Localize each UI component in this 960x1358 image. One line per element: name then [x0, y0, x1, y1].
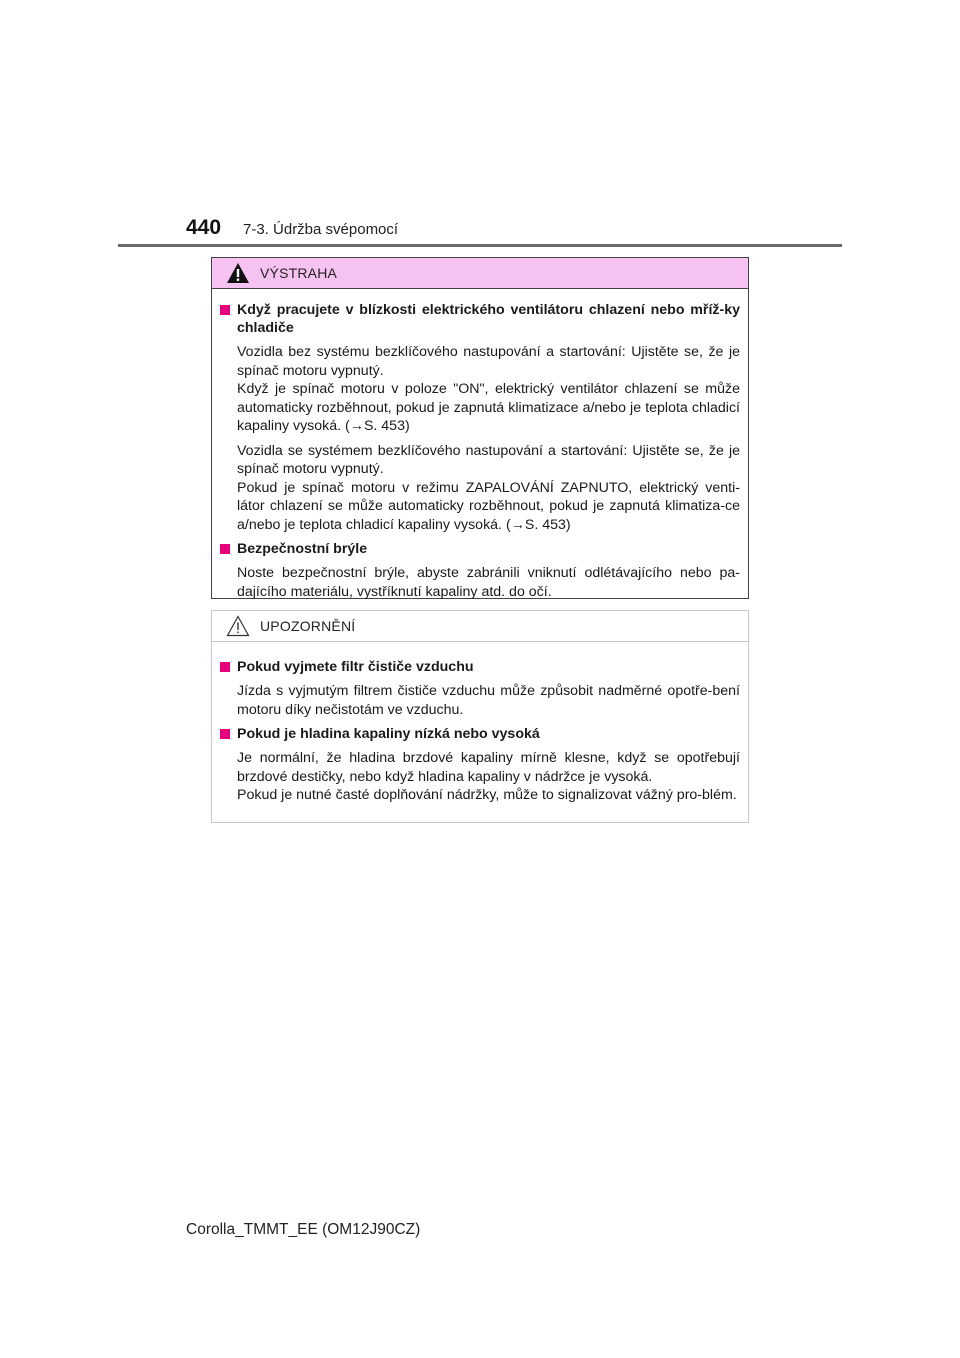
warning-box — [211, 257, 749, 599]
caution-box — [211, 610, 749, 823]
caution-paragraph: Je normální, že hladina brzdové kapaliny mírně klesne, když se opotřebují brzdové destičky, nebo když hladina kapaliny v nádržce je vysoká. Pokud je nutné časté doplňování nádržky, může to signalizovat vážný pro-blém. — [237, 750, 740, 803]
bullet-square-icon — [220, 729, 230, 739]
header-rule — [118, 244, 842, 247]
warning-paragraph: Noste bezpečnostní brýle, abyste zabránili vniknutí odlétávajícího nebo pa-dajícího materiálu, vystříknutí kapaliny atd. do očí. — [237, 565, 740, 600]
warning-item-title: Když pracujete v blízkosti elektrického ventilátoru chlazení nebo mříž-ky chladiče — [220, 301, 740, 337]
warning-triangle-icon — [226, 262, 250, 284]
bullet-square-icon — [220, 544, 230, 554]
warning-header — [212, 258, 748, 289]
warning-label: VÝSTRAHA — [260, 265, 338, 281]
page-number: 440 — [186, 216, 222, 239]
warning-item-title: Bezpečnostní brýle — [220, 540, 740, 558]
caution-header — [212, 611, 748, 642]
caution-paragraph: Jízda s vyjmutým filtrem čističe vzduchu může způsobit nadměrné opotře-bení motoru díky nečistotám ve vzduchu. — [237, 683, 740, 718]
caution-item-title: Pokud vyjmete filtr čističe vzduchu — [220, 658, 740, 676]
caution-item-title: Pokud je hladina kapaliny nízká nebo vysoká — [220, 725, 740, 743]
bullet-square-icon — [220, 662, 230, 672]
warning-paragraph: Vozidla se systémem bezklíčového nastupování a startování: Ujistěte se, že je spínač motoru vypnutý. Pokud je spínač motoru v režimu ZAPALOVÁNÍ ZAPNUTO, elektrický venti-látor chlazení se může automaticky rozběhnout, pokud je zapnutá klimatiza-ce a/nebo je teplota chladicí kapaliny vysoká. (→S. 453) — [237, 442, 740, 533]
warning-paragraph: Vozidla bez systému bezklíčového nastupování a startování: Ujistěte se, že je spínač motoru vypnutý. Když je spínač motoru v poloze "ON", elektrický ventilátor chlazení se může automaticky rozběhnout, pokud je zapnutá klimatizace a/nebo je teplota chladicí kapaliny vysoká. (→S. 453) — [237, 344, 740, 434]
footer-text: Corolla_TMMT_EE (OM12J90CZ) — [186, 1221, 421, 1238]
caution-triangle-icon — [226, 615, 250, 637]
section-title: 7-3. Údržba svépomocí — [243, 221, 399, 238]
bullet-square-icon — [220, 305, 230, 315]
caution-label: UPOZORNĚNÍ — [260, 618, 356, 634]
